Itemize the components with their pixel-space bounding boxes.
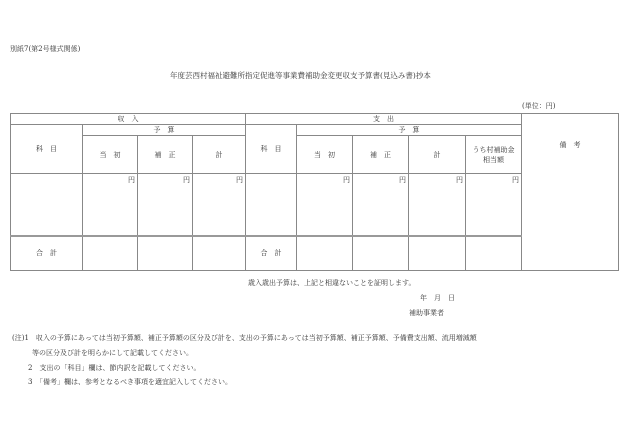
date-line: 年 月 日 bbox=[420, 294, 455, 302]
unit-label: (単位：円) bbox=[522, 102, 556, 110]
income-total-sum[interactable] bbox=[193, 236, 246, 271]
budget-table bbox=[10, 113, 619, 271]
expense-header: 支 出 bbox=[246, 114, 522, 125]
income-total-revision[interactable] bbox=[138, 236, 193, 271]
expense-total-label: 合 計 bbox=[246, 236, 297, 271]
note-1: (注)1 収入の予算にあっては当初予算額、補正予算額の区分及び計を、支出の予算にあっては当初予算額、補正予算額、予備費支出額、流用増減額 bbox=[12, 334, 477, 342]
income-budget-header: 予 算 bbox=[83, 125, 246, 136]
expense-revision-cell[interactable]: 円 bbox=[353, 174, 409, 236]
income-subject-cell[interactable] bbox=[11, 174, 83, 236]
income-initial-cell[interactable]: 円 bbox=[83, 174, 138, 236]
expense-sum-cell[interactable]: 円 bbox=[409, 174, 466, 236]
expense-sum-header: 計 bbox=[409, 136, 466, 174]
village-subsidy-header: うち村補助金相当額 bbox=[466, 136, 522, 174]
income-revision-header: 補 正 bbox=[138, 136, 193, 174]
remarks-header: 備 考 bbox=[522, 114, 619, 271]
certification-text: 歳入歳出予算は、上記と相違ないことを証明します。 bbox=[248, 279, 416, 287]
note-1-continued: 等の区分及び計を明らかにして記載してください。 bbox=[32, 349, 193, 357]
income-initial-header: 当 初 bbox=[83, 136, 138, 174]
operator-label: 補助事業者 bbox=[409, 309, 444, 317]
income-subject-header: 科 目 bbox=[11, 125, 83, 174]
income-total-initial[interactable] bbox=[83, 236, 138, 271]
expense-total-revision[interactable] bbox=[353, 236, 409, 271]
expense-initial-header: 当 初 bbox=[297, 136, 353, 174]
expense-initial-cell[interactable]: 円 bbox=[297, 174, 353, 236]
income-sum-cell[interactable]: 円 bbox=[193, 174, 246, 236]
expense-budget-header: 予 算 bbox=[297, 125, 522, 136]
expense-subject-header: 科 目 bbox=[246, 125, 297, 174]
form-reference: 別紙7(第2号様式関係) bbox=[10, 45, 81, 53]
expense-subject-cell[interactable] bbox=[246, 174, 297, 236]
expense-revision-header: 補 正 bbox=[353, 136, 409, 174]
village-subsidy-cell[interactable]: 円 bbox=[466, 174, 522, 236]
income-total-label: 合 計 bbox=[11, 236, 83, 271]
village-subsidy-total[interactable] bbox=[466, 236, 522, 271]
income-header: 収 入 bbox=[11, 114, 246, 125]
note-2: 2 支出の「科目」欄は、節内訳を記載してください。 bbox=[28, 364, 201, 372]
income-revision-cell[interactable]: 円 bbox=[138, 174, 193, 236]
document-title: 年度芸西村福祉避難所指定促進等事業費補助金変更収支予算書(見込み書)抄本 bbox=[170, 71, 431, 80]
expense-total-initial[interactable] bbox=[297, 236, 353, 271]
expense-total-sum[interactable] bbox=[409, 236, 466, 271]
note-3: 3 「備考」欄は、参考となるべき事項を適宜記入してください。 bbox=[28, 378, 232, 386]
income-sum-header: 計 bbox=[193, 136, 246, 174]
